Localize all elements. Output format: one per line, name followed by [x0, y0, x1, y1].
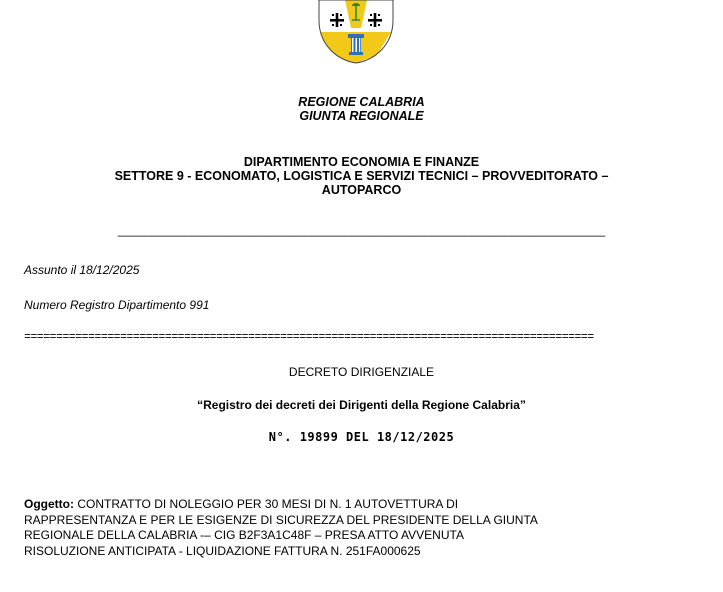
subject-line1: [24, 497, 704, 513]
region-coat-of-arms-icon: [315, 0, 397, 64]
sector-name-line1: SETTORE 9 - ECONOMATO, LOGISTICA E SERVIZI TECNICI – PROVVEDITORATO –: [114, 169, 609, 183]
assunto-date: Assunto il 18/12/2025: [24, 263, 140, 277]
decree-number: N°. 19899 DEL 18/12/2025: [268, 430, 455, 444]
council-name: GIUNTA REGIONALE: [299, 109, 424, 123]
registro-number: Numero Registro Dipartimento 991: [24, 298, 210, 312]
subject-text-line1: CONTRATTO DI NOLEGGIO PER 30 MESI DI N. 1 AUTOVETTURA DI: [74, 497, 459, 511]
region-name: REGIONE CALABRIA: [298, 95, 425, 109]
sector-name-line2: AUTOPARCO: [321, 183, 402, 197]
department-name: DIPARTIMENTO ECONOMIA E FINANZE: [243, 155, 480, 169]
double-line-separator: =========================================================================================: [24, 331, 594, 344]
subject-text-line4: RISOLUZIONE ANTICIPATA - LIQUIDAZIONE FATTURA N. 251FA000625: [24, 543, 421, 558]
subject-text-line3: REGIONALE DELLA CALABRIA -– CIG B2F3A1C48F – PRESA ATTO AVVENUTA: [24, 528, 464, 542]
subject-label: Oggetto:: [24, 497, 74, 511]
subject-text-line2: RAPPRESENTANZA E PER LE ESIGENZE DI SICUREZZA DEL PRESIDENTE DELLA GIUNTA: [24, 512, 538, 527]
decree-register: “Registro dei decreti dei Dirigenti della Regione Calabria”: [197, 398, 526, 412]
subject-paragraph: [24, 497, 704, 559]
decree-type: DECRETO DIRIGENZIALE: [288, 365, 435, 379]
header-divider: _________________________________________________________________________: [117, 223, 606, 237]
